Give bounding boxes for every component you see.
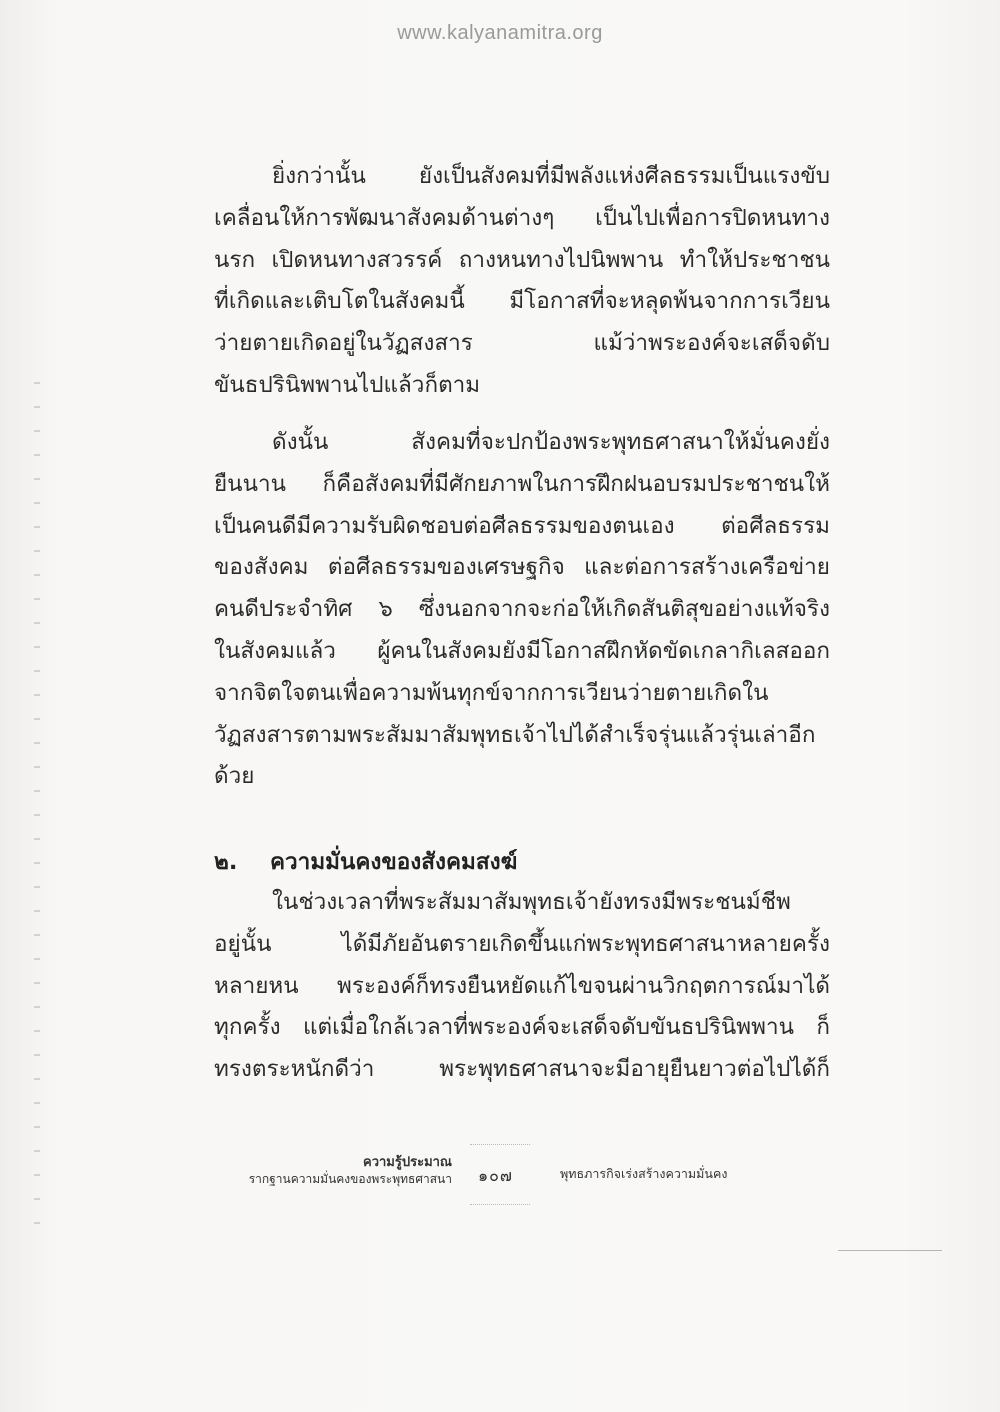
text-line: เป็นคนดีมีความรับผิดชอบต่อศีลธรรมของตนเอง ต่อศีลธรรม: [214, 512, 830, 539]
text-line: ทุกครั้ง แต่เมื่อใกล้เวลาที่พระองค์จะเสด็จดับขันธปรินิพพาน ก็: [214, 1014, 830, 1041]
text-line: นรก เปิดหนทางสวรรค์ ถางหนทางไปนิพพาน ทำให้ประชาชน: [214, 246, 830, 273]
text-line: ขันธปรินิพพานไปแล้วก็ตาม: [214, 371, 481, 398]
paragraph-1: [214, 156, 830, 407]
text-line: ของสังคม ต่อศีลธรรมของเศรษฐกิจ และต่อการสร้างเครือข่าย: [214, 554, 830, 581]
paragraph-3: [214, 882, 830, 1091]
footer-book-subtitle: รากฐานความมั่นคงของพระพุทธศาสนา: [248, 1172, 452, 1186]
text-line: ยิ่งกว่านั้น ยังเป็นสังคมที่มีพลังแห่งศีลธรรมเป็นแรงขับ: [272, 163, 830, 189]
page-footer: [200, 1150, 800, 1210]
footer-divider: [470, 1204, 530, 1205]
text-line: ที่เกิดและเติบโตในสังคมนี้ มีโอกาสที่จะหลุดพ้นจากการเวียน: [214, 288, 830, 315]
text-line: ด้วย: [214, 763, 255, 790]
text-line: ว่ายตายเกิดอยู่ในวัฏสงสาร แม้ว่าพระองค์จะเสด็จดับ: [214, 330, 830, 357]
watermark-url: www.kalyanamitra.org: [397, 22, 603, 44]
text-line: คนดีประจำทิศ ๖ ซึ่งนอกจากจะก่อให้เกิดสันติสุขอย่างแท้จริง: [214, 596, 830, 623]
text-line: ยืนนาน ก็คือสังคมที่มีศักยภาพในการฝึกฝนอบรมประชาชนให้: [214, 470, 830, 497]
text-line: ทรงตระหนักดีว่า พระพุทธศาสนาจะมีอายุยืนยาวต่อไปได้ก็: [214, 1056, 830, 1083]
page-number: ๑๐๗: [478, 1166, 513, 1185]
text-line: ในสังคมแล้ว ผู้คนในสังคมยังมีโอกาสฝึกหัดขัดเกลากิเลสออก: [214, 637, 830, 664]
scan-edge-marks: [34, 360, 40, 1240]
text-line: ในช่วงเวลาที่พระสัมมาสัมพุทธเจ้ายังทรงมีพระชนม์ชีพ: [272, 889, 791, 915]
section-title: ความมั่นคงของสังคมสงฆ์: [270, 849, 518, 875]
footer-book-title: ความรู้ประมาณ: [363, 1155, 452, 1170]
footer-divider: [470, 1144, 530, 1145]
paragraph-2: [214, 422, 830, 798]
text-line: วัฏสงสารตามพระสัมมาสัมพุทธเจ้าไปได้สำเร็จรุ่นแล้วรุ่นเล่าอีก: [214, 721, 816, 748]
text-line: เคลื่อนให้การพัฒนาสังคมด้านต่างๆ เป็นไปเพื่อการปิดหนทาง: [214, 204, 830, 231]
text-line: จากจิตใจตนเพื่อความพ้นทุกข์จากการเวียนว่ายตายเกิดใน: [214, 679, 769, 706]
section-heading: [214, 840, 830, 884]
text-line: หลายหน พระองค์ก็ทรงยืนหยัดแก้ไขจนผ่านวิกฤตการณ์มาได้: [214, 972, 830, 999]
footer-chapter: พุทธภารกิจเร่งสร้างความมั่นคง: [560, 1166, 728, 1181]
scan-edge-line: [838, 1250, 942, 1251]
text-line: อยู่นั้น ได้มีภัยอันตรายเกิดขึ้นแก่พระพุทธศาสนาหลายครั้ง: [214, 930, 830, 957]
footer-book-info: [249, 1154, 452, 1187]
section-number: ๒.: [214, 849, 238, 875]
text-line: ดังนั้น สังคมที่จะปกป้องพระพุทธศาสนาให้มั่นคงยั่ง: [272, 429, 830, 455]
